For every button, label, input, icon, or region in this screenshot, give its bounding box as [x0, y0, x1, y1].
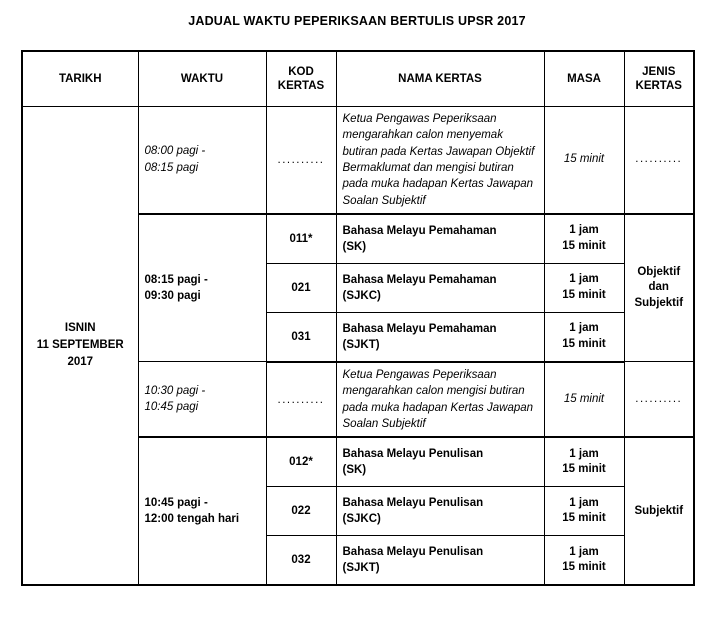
masa-line2: 15 minit [562, 337, 606, 350]
table-header [22, 51, 694, 107]
masa-line1: 1 jam [569, 273, 599, 286]
waktu-line2: 10:45 pagi [144, 401, 199, 414]
jenis-line2: dan [648, 281, 669, 294]
exam-schedule-table [21, 50, 695, 586]
column-header-kod-kertas [266, 51, 336, 107]
cell-kod-briefing-1: .......... [266, 107, 336, 214]
column-header-waktu: WAKTU [138, 51, 266, 107]
waktu-line1: 08:15 pagi - [144, 273, 208, 286]
column-header-jenis-kertas-line2: KERTAS [635, 80, 682, 92]
cell-tarikh [22, 107, 138, 586]
cell-waktu-briefing-1 [138, 107, 266, 214]
nama-line1: Bahasa Melayu Pemahaman [342, 224, 497, 237]
table-body [22, 107, 694, 586]
cell-masa [544, 437, 624, 487]
column-header-jenis-kertas-line1: JENIS [642, 65, 676, 78]
waktu-line2: 08:15 pagi [144, 161, 199, 174]
page-title: JADUAL WAKTU PEPERIKSAAN BERTULIS UPSR 2017 [188, 14, 526, 28]
column-header-nama-kertas: NAMA KERTAS [336, 51, 544, 107]
cell-waktu-briefing-2 [138, 362, 266, 437]
cell-kod: 012* [266, 437, 336, 487]
cell-jenis-session-2: Subjektif [624, 437, 694, 585]
nama-line2: (SK) [342, 240, 367, 253]
nama-line1: Bahasa Melayu Pemahaman [342, 273, 497, 286]
cell-kod: 031 [266, 312, 336, 362]
nama-line2: (SJKC) [342, 513, 381, 526]
column-header-tarikh: TARIKH [22, 51, 138, 107]
nama-line2: (SK) [342, 464, 367, 477]
cell-waktu-session-2 [138, 437, 266, 585]
cell-nama [336, 214, 544, 264]
masa-line2: 15 minit [562, 463, 606, 476]
cell-kod: 021 [266, 263, 336, 312]
cell-jenis-briefing-2: .......... [624, 362, 694, 437]
cell-masa-briefing-1: 15 minit [544, 107, 624, 214]
tarikh-line1: ISNIN [64, 321, 96, 334]
nama-line2: (SJKT) [342, 562, 380, 575]
waktu-line1: 10:30 pagi - [144, 384, 206, 397]
table-header-row [22, 51, 694, 107]
cell-nama-briefing-2: Ketua Pengawas Peperiksaan mengarahkan calon mengisi butiran pada muka hadapan Kertas Jawapan Soalan Subjektif [336, 362, 544, 437]
cell-nama [336, 437, 544, 487]
cell-masa [544, 263, 624, 312]
cell-nama [336, 536, 544, 586]
waktu-line1: 10:45 pagi - [144, 496, 208, 509]
nama-line2: (SJKT) [342, 338, 380, 351]
jenis-line1: Objektif [637, 265, 681, 278]
column-header-masa: MASA [544, 51, 624, 107]
cell-kod: 022 [266, 487, 336, 536]
column-header-jenis-kertas [624, 51, 694, 107]
cell-masa [544, 214, 624, 264]
schedule-table-container [21, 50, 693, 586]
cell-nama-briefing-1: Ketua Pengawas Peperiksaan mengarahkan calon menyemak butiran pada Kertas Jawapan Objektif Bermaklumat dan mengisi butiran pada muka hadapan Kertas Jawapan Soalan Subjektif [336, 107, 544, 214]
nama-line2: (SJKC) [342, 289, 381, 302]
waktu-line2: 09:30 pagi [144, 290, 201, 303]
cell-nama [336, 487, 544, 536]
tarikh-line3: 2017 [67, 356, 94, 369]
masa-line2: 15 minit [562, 288, 606, 301]
nama-line1: Bahasa Melayu Penulisan [342, 546, 484, 559]
column-header-kod-kertas-line2: KERTAS [277, 80, 325, 92]
cell-kod-briefing-2: .......... [266, 362, 336, 437]
nama-line1: Bahasa Melayu Penulisan [342, 448, 484, 461]
cell-jenis-briefing-1: .......... [624, 107, 694, 214]
masa-line1: 1 jam [569, 545, 599, 558]
masa-line2: 15 minit [562, 561, 606, 574]
nama-line1: Bahasa Melayu Pemahaman [342, 322, 497, 335]
cell-kod: 032 [266, 536, 336, 586]
cell-masa [544, 536, 624, 586]
waktu-line1: 08:00 pagi - [144, 145, 206, 158]
masa-line2: 15 minit [562, 239, 606, 252]
column-header-kod-kertas-line1: KOD [288, 65, 314, 78]
cell-nama [336, 312, 544, 362]
masa-line1: 1 jam [569, 224, 599, 237]
cell-masa-briefing-2: 15 minit [544, 362, 624, 437]
tarikh-line2: 11 SEPTEMBER [36, 339, 124, 352]
cell-kod: 011* [266, 214, 336, 264]
cell-masa [544, 312, 624, 362]
nama-line1: Bahasa Melayu Penulisan [342, 497, 484, 510]
masa-line1: 1 jam [569, 322, 599, 335]
waktu-line2: 12:00 tengah hari [144, 513, 240, 526]
masa-line1: 1 jam [569, 496, 599, 509]
table-row [22, 107, 694, 214]
masa-line1: 1 jam [569, 447, 599, 460]
jenis-line3: Subjektif [634, 296, 684, 309]
cell-waktu-session-1 [138, 214, 266, 362]
cell-nama [336, 263, 544, 312]
cell-jenis-session-1 [624, 214, 694, 362]
masa-line2: 15 minit [562, 512, 606, 525]
cell-masa [544, 487, 624, 536]
